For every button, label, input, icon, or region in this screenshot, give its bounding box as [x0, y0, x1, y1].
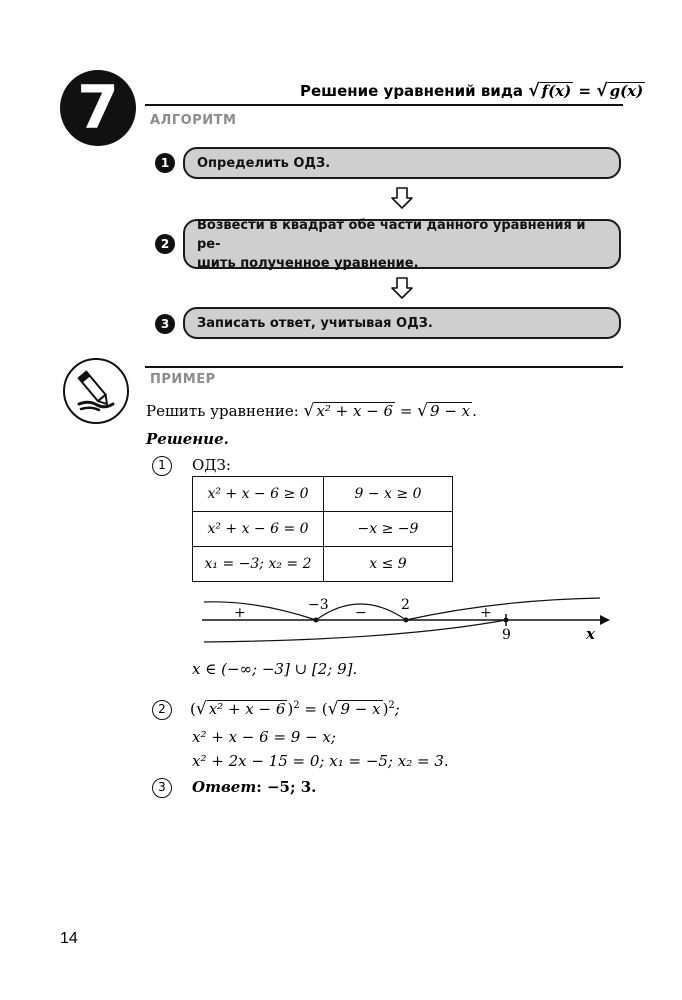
- task-eq: =: [395, 402, 418, 420]
- table-cell: x ≤ 9: [324, 547, 453, 582]
- eq1-right-radicand: 9 − x: [340, 700, 381, 718]
- step-number-1: 1: [155, 153, 175, 173]
- answer: [192, 778, 316, 796]
- algorithm-step-2: [183, 219, 621, 269]
- algorithm-step-1: [183, 147, 621, 179]
- header-rule: [145, 104, 623, 106]
- step-2-line-1: Возвести в квадрат обе части данного уравнения и ре-: [197, 217, 586, 252]
- page-title: Решение уравнений вида √ f(x) = √ g(x): [300, 81, 644, 101]
- table-cell: x² + x − 6 = 0: [193, 512, 324, 547]
- solution-label: Решение.: [146, 430, 229, 448]
- example-label: ПРИМЕР: [150, 372, 216, 387]
- table-cell: x₁ = −3; x₂ = 2: [193, 547, 324, 582]
- answer-value: : −5; 3.: [256, 778, 317, 796]
- point-label: 2: [401, 597, 410, 613]
- table-row: [193, 547, 453, 582]
- eq1-end: ;: [394, 700, 400, 718]
- table-cell: 9 − x ≥ 0: [324, 477, 453, 512]
- solution-step-number-1: 1: [152, 456, 172, 476]
- algorithm-step-3: [183, 307, 621, 339]
- pencil-icon: [63, 358, 129, 424]
- algorithm-label: АЛГОРИТМ: [150, 113, 237, 128]
- equation-line-3: x² + 2x − 15 = 0; x₁ = −5; x₂ = 3.: [192, 752, 449, 770]
- task-statement: Решить уравнение: √ x² + x − 6 = √ 9 − x .: [146, 401, 477, 421]
- table-row: [193, 477, 453, 512]
- title-eq: =: [573, 82, 597, 100]
- step-3-text: Записать ответ, учитывая ОДЗ.: [197, 315, 433, 331]
- table-cell: x² + x − 6 ≥ 0: [193, 477, 324, 512]
- task-prefix: Решить уравнение:: [146, 402, 304, 420]
- sign-label: +: [234, 605, 246, 621]
- answer-label: Ответ: [192, 778, 257, 796]
- solution-step-number-2: 2: [152, 700, 172, 720]
- sign-label: −: [355, 605, 367, 621]
- page-number: 14: [60, 930, 78, 947]
- task-end: .: [472, 402, 477, 420]
- step-1-text: Определить ОДЗ.: [197, 155, 331, 171]
- point-label: 9: [502, 627, 511, 643]
- equation-squared: (√ x² + x − 6 )$^2$ = (√ 9 − x )$^2$;: [190, 699, 400, 719]
- equation-line-2: x² + x − 6 = 9 − x;: [192, 728, 336, 746]
- solution-step-number-3: 3: [152, 778, 172, 798]
- table-row: [193, 512, 453, 547]
- title-g: g(x): [609, 82, 644, 100]
- number-line: [196, 592, 616, 652]
- down-arrow-icon: [390, 276, 414, 300]
- axis-label: x: [586, 625, 595, 643]
- down-arrow-icon: [390, 186, 414, 210]
- step-number-3: 3: [155, 314, 175, 334]
- task-left-radicand: x² + x − 6: [316, 402, 394, 420]
- step-2-line-2: шить полученное уравнение.: [197, 255, 419, 271]
- sign-label: +: [480, 605, 492, 621]
- eq1-left-radicand: x² + x − 6: [208, 700, 286, 718]
- title-prefix: Решение уравнений вида: [300, 82, 529, 100]
- odz-table: [192, 476, 453, 582]
- chapter-number-badge: 7: [60, 70, 136, 146]
- task-right-radicand: 9 − x: [430, 402, 471, 420]
- step-number-2: 2: [155, 234, 175, 254]
- point-label: −3: [308, 597, 329, 613]
- odz-result: x ∈ (−∞; −3] ∪ [2; 9].: [192, 660, 358, 678]
- table-cell: −x ≥ −9: [324, 512, 453, 547]
- example-rule: [145, 366, 623, 368]
- title-f: f(x): [541, 82, 572, 100]
- odz-label: ОДЗ:: [192, 456, 231, 474]
